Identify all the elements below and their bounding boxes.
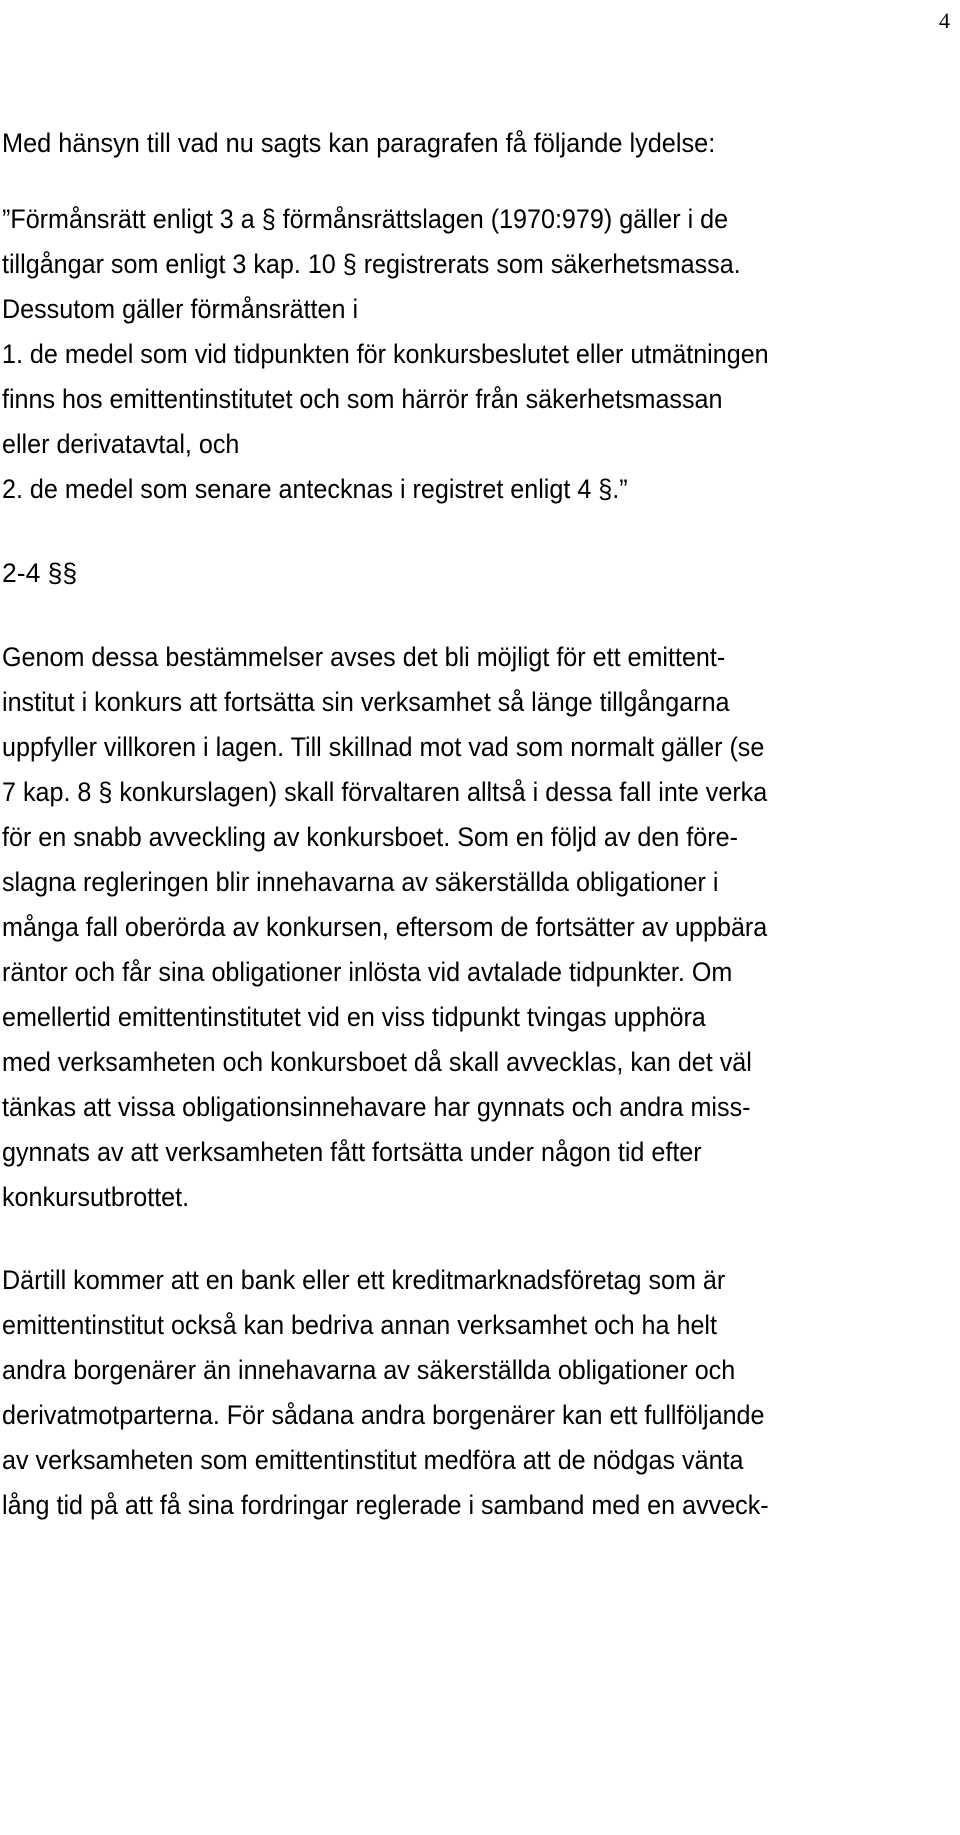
paragraph-line: för en snabb avveckling av konkursboet. Som en följd av den före- xyxy=(2,822,738,852)
quote-line: 1. de medel som vid tidpunkten för konkursbeslutet eller utmätningen xyxy=(2,339,769,369)
paragraph-line: många fall oberörda av konkursen, eftersom de fortsätter av uppbära xyxy=(2,912,768,942)
paragraph-line: lång tid på att få sina fordringar reglerade i samband med en avveck- xyxy=(2,1490,769,1520)
paragraph-line: institut i konkurs att fortsätta sin verksamhet så länge tillgångarna xyxy=(2,687,730,717)
quote-line: eller derivatavtal, och xyxy=(2,429,240,459)
paragraph-line: tänkas att vissa obligationsinnehavare har gynnats och andra miss- xyxy=(2,1092,751,1122)
quote-line: finns hos emittentinstitutet och som härrör från säkerhetsmassan xyxy=(2,384,723,414)
paragraph-line: derivatmotparterna. För sådana andra borgenärer kan ett fullföljande xyxy=(2,1400,765,1430)
paragraph-line: andra borgenärer än innehavarna av säkerställda obligationer och xyxy=(2,1355,736,1385)
page-number: 4 xyxy=(939,8,950,33)
paragraph-line: emellertid emittentinstitutet vid en viss tidpunkt tvingas upphöra xyxy=(2,1002,706,1032)
paragraph-line: Genom dessa bestämmelser avses det bli möjligt för ett emittent- xyxy=(2,642,726,672)
paragraph-line: med verksamheten och konkursboet då skall avvecklas, kan det väl xyxy=(2,1047,752,1077)
paragraph-line: slagna regleringen blir innehavarna av säkerställda obligationer i xyxy=(2,867,719,897)
quote-line: ”Förmånsrätt enligt 3 a § förmånsrättslagen (1970:979) gäller i de xyxy=(2,204,729,234)
paragraph-line: uppfyller villkoren i lagen. Till skillnad mot vad som normalt gäller (se xyxy=(2,732,765,762)
paragraph-line: konkursutbrottet. xyxy=(2,1182,190,1212)
quote-line: tillgångar som enligt 3 kap. 10 § registrerats som säkerhetsmassa. xyxy=(2,249,741,279)
paragraph-line: emittentinstitut också kan bedriva annan verksamhet och ha helt xyxy=(2,1310,717,1340)
paragraph-line: av verksamheten som emittentinstitut medföra att de nödgas vänta xyxy=(2,1445,744,1475)
quote-line: Dessutom gäller förmånsrätten i xyxy=(2,294,359,324)
quote-line: 2. de medel som senare antecknas i registret enligt 4 §.” xyxy=(2,474,628,504)
paragraph-line: 7 kap. 8 § konkurslagen) skall förvaltaren alltså i dessa fall inte verka xyxy=(2,777,768,807)
intro-text: Med hänsyn till vad nu sagts kan paragrafen få följande lydelse: xyxy=(2,128,716,158)
paragraph-line: Därtill kommer att en bank eller ett kreditmarknadsföretag som är xyxy=(2,1265,726,1295)
paragraph-line: räntor och får sina obligationer inlösta vid avtalade tidpunkter. Om xyxy=(2,957,733,987)
paragraph-line: gynnats av att verksamheten fått fortsätta under någon tid efter xyxy=(2,1137,702,1167)
section-heading: 2-4 §§ xyxy=(2,558,78,588)
